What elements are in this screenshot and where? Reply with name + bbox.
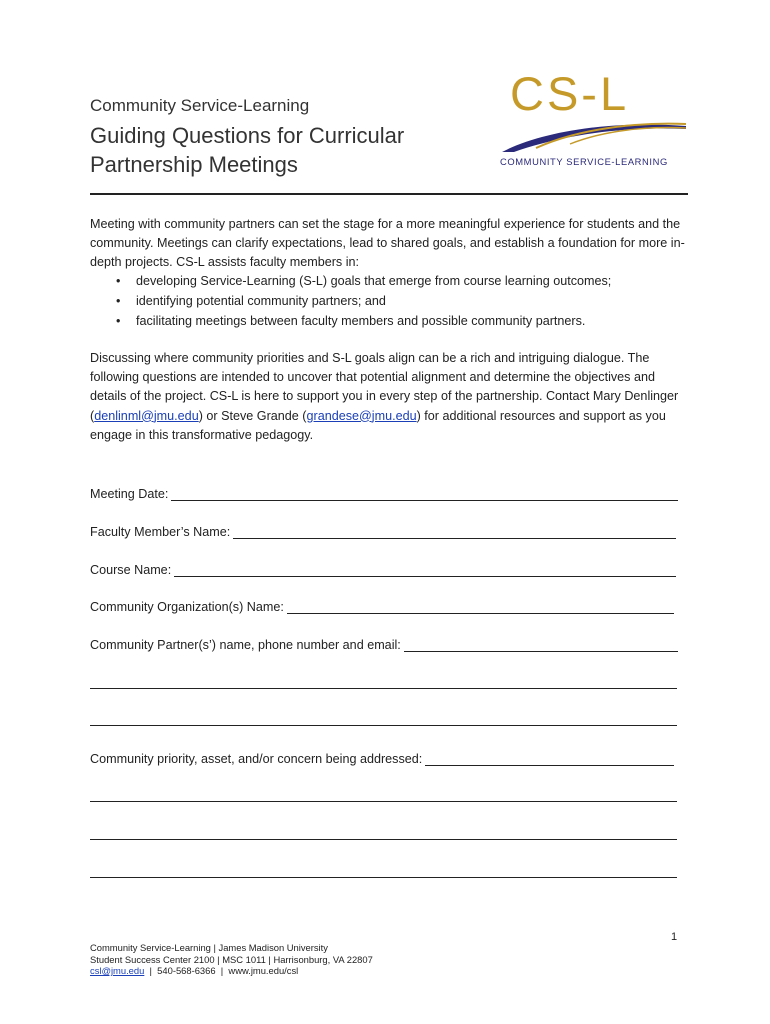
course-name-label: Course Name: [90,563,172,577]
footer-line-3 [90,965,373,977]
meeting-date-label: Meeting Date: [90,487,169,501]
faculty-name-line[interactable] [233,524,676,539]
logo-subtitle: COMMUNITY SERVICE-LEARNING [500,156,668,167]
intro-paragraph: Meeting with community partners can set the stage for a more meaningful experience for students and the community. Meetings can clarify expectations, lead to shared goals, and establish a foundation for more in-depth projects. CS-L assists faculty members in: [90,217,685,270]
course-name-line[interactable] [174,562,676,577]
list-item: • facilitating meetings between faculty members and possible community partners. [90,312,690,332]
community-priority-blank-line[interactable] [90,877,677,878]
logo-text: CS-L [510,67,630,120]
faculty-name-label: Faculty Member’s Name: [90,525,231,539]
partner-contact-blank-line[interactable] [90,725,677,726]
discussion-text-c: ) for additional resources and support as you engage in this transformative pedagogy. [90,408,666,442]
email-link-denlinger[interactable]: denlinml@jmu.edu [94,408,199,423]
course-name-field[interactable] [90,557,676,577]
list-item: • developing Service-Learning (S-L) goals that emerge from course learning outcomes; [90,272,690,292]
list-item: • identifying potential community partners; and [90,292,690,312]
community-org-label: Community Organization(s) Name: [90,600,284,614]
title-line-1: Guiding Questions for Curricular [90,123,405,148]
title-line-2: Partnership Meetings [90,152,298,177]
discussion-paragraph [90,349,690,445]
discussion-text-b: ) or Steve Grande ( [198,408,307,423]
logo-swoosh-icon [500,118,690,156]
community-priority-blank-line[interactable] [90,839,677,840]
partner-contact-label: Community Partner(s’) name, phone number and email: [90,638,401,652]
footer-line-2: Student Success Center 2100 | MSC 1011 | Harrisonburg, VA 22807 [90,953,373,965]
community-priority-blank-line[interactable] [90,801,677,802]
footer-line-1: Community Service-Learning | James Madison University [90,942,328,953]
footer-contact-rest: | 540-568-6366 | www.jmu.edu/csl [144,965,299,976]
partner-contact-blank-line[interactable] [90,688,677,689]
community-priority-label: Community priority, asset, and/or concern being addressed: [90,752,423,766]
community-priority-line[interactable] [425,751,674,766]
footer [90,942,373,977]
assist-list [90,272,690,331]
meeting-date-line[interactable] [171,486,678,501]
footer-email-link[interactable]: csl@jmu.edu [90,965,145,976]
csl-logo [500,66,690,176]
community-org-line[interactable] [287,599,674,614]
page-title [90,121,404,179]
partner-contact-field[interactable] [90,632,678,652]
faculty-name-field[interactable] [90,519,676,539]
discussion-text-a: Discussing where community priorities and S-L goals align can be a rich and intriguing dialogue. The following questions are intended to uncover that potential alignment and determine the objectives and details of the project. CS-L is here to support you in every step of the partnership. Contact Mary Denlinger ( [90,351,679,423]
org-label: Community Service-Learning [90,96,310,115]
email-link-grande[interactable]: grandese@jmu.edu [306,408,417,423]
title-divider [90,193,688,195]
community-org-field[interactable] [90,594,674,614]
page-number: 1 [671,931,678,943]
community-priority-field[interactable] [90,746,674,766]
partner-contact-line[interactable] [404,637,678,652]
meeting-date-field[interactable] [90,481,678,501]
